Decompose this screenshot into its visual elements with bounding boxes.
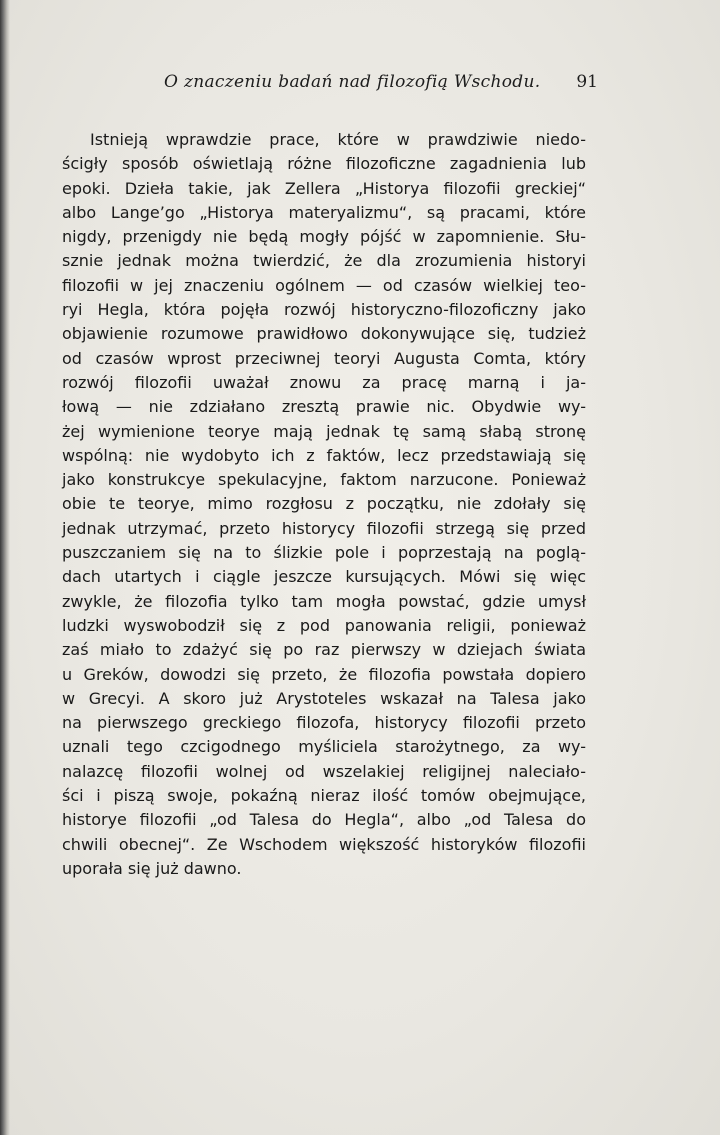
text-line: uznali tego czcigodnego myśliciela starożytnego, za wy- bbox=[62, 737, 586, 757]
text-line: filozofii w jej znaczeniu ogólnem — od czasów wielkiej teo- bbox=[62, 275, 586, 295]
text-line: nalazcę filozofii wolnej od wszelakiej religijnej naleciało- bbox=[62, 761, 586, 781]
text-line: jednak utrzymać, przeto historycy filozofii strzegą się przed bbox=[62, 518, 586, 538]
text-line: nigdy, przenigdy nie będą mogły pójść w zapomnienie. Słu- bbox=[62, 227, 586, 247]
text-line: ryi Hegla, która pojęła rozwój historyczno-filozoficzny jako bbox=[62, 300, 586, 320]
text-line: zaś miało to zdażyć się po raz pierwszy w dziejach świata bbox=[62, 640, 586, 660]
text-line: wspólną: nie wydobyto ich z faktów, lecz przedstawiają się bbox=[62, 445, 586, 465]
text-line: chwili obecnej“. Ze Wschodem większość historyków filozofii bbox=[62, 834, 586, 854]
running-head-title: O znaczeniu badań nad filozofią Wschodu. bbox=[164, 72, 541, 92]
binding-edge bbox=[0, 0, 10, 1135]
text-line: od czasów wprost przeciwnej teoryi Augusta Comta, który bbox=[62, 348, 586, 368]
running-head bbox=[118, 72, 598, 100]
text-line: sznie jednak można twierdzić, że dla zrozumienia historyi bbox=[62, 251, 586, 271]
text-line: zwykle, że filozofia tylko tam mogła powstać, gdzie umysł bbox=[62, 591, 586, 611]
text-line: historye filozofii „od Talesa do Hegla“, albo „od Talesa do bbox=[62, 810, 586, 830]
body-text bbox=[62, 128, 586, 881]
text-line: epoki. Dzieła takie, jak Zellera „Historya filozofii greckiej“ bbox=[62, 178, 586, 198]
text-line: ścigły sposób oświetlają różne filozoficzne zagadnienia lub bbox=[62, 154, 586, 174]
text-line: albo Lange’go „Historya materyalizmu“, są pracami, które bbox=[62, 202, 586, 222]
text-line: ści i piszą swoje, pokaźną nieraz ilość tomów obejmujące, bbox=[62, 786, 586, 806]
text-line: dach utartych i ciągle jeszcze kursujących. Mówi się więc bbox=[62, 567, 586, 587]
page-number: 91 bbox=[576, 72, 598, 92]
text-line: łową — nie zdziałano zresztą prawie nic. Obydwie wy- bbox=[62, 397, 586, 417]
text-line: jako konstrukcye spekulacyjne, faktom narzucone. Ponieważ bbox=[62, 470, 586, 490]
text-line: u Greków, dowodzi się przeto, że filozofia powstała dopiero bbox=[62, 664, 586, 684]
text-line: uporała się już dawno. bbox=[62, 858, 242, 878]
text-line: Istnieją wprawdzie prace, które w prawdziwie niedo- bbox=[90, 130, 586, 149]
text-line: w Grecyi. A skoro już Arystoteles wskazał na Talesa jako bbox=[62, 688, 586, 708]
text-line: rozwój filozofii uważał znowu za pracę marną i ja- bbox=[62, 372, 586, 392]
text-line: objawienie rozumowe prawidłowo dokonywujące się, tudzież bbox=[62, 324, 586, 344]
text-line: na pierwszego greckiego filozofa, historycy filozofii przeto bbox=[62, 713, 586, 733]
text-line: żej wymienione teorye mają jednak tę samą słabą stronę bbox=[62, 421, 586, 441]
text-line: obie te teorye, mimo rozgłosu z początku, nie zdołały się bbox=[62, 494, 586, 514]
text-line: ludzki wyswobodził się z pod panowania religii, ponieważ bbox=[62, 615, 586, 635]
text-line: puszczaniem się na to ślizkie pole i poprzestają na poglą- bbox=[62, 543, 586, 563]
